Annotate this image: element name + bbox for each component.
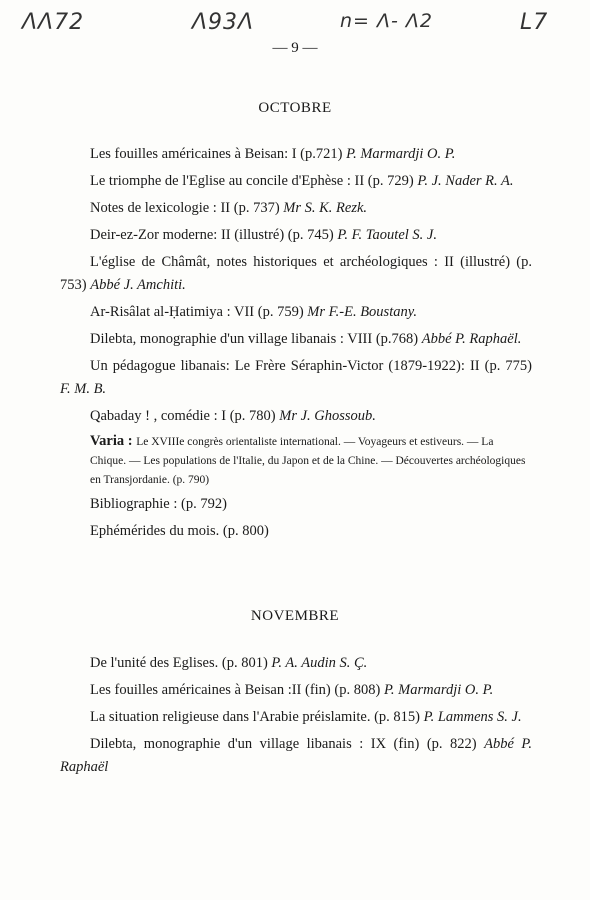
list-item [60,405,532,428]
list-item [60,143,532,166]
entry-author: P. Marmardji O. P. [346,146,456,162]
list-item [60,301,532,324]
page-number: — 9 — [272,40,318,56]
entry-title: Ephémérides du mois. (p. 800) [90,523,269,539]
list-item [60,170,532,193]
list-item [60,224,532,247]
entry-title: Notes de lexicologie : II (p. 737) [90,200,280,216]
handwritten-annotation: n= Λ- Λ2 [340,10,433,32]
list-item [60,733,532,779]
entry-title: Un pédagogue libanais: Le Frère Séraphin-Victor (1879-1922): II (p. 775) [90,358,532,374]
list-item [60,520,532,543]
entry-title: La situation religieuse dans l'Arabie préislamite. (p. 815) [90,709,420,725]
entry-author: Abbé P. Raphaël [60,736,532,775]
section-heading-november: NOVEMBRE [250,608,340,624]
november-entry-list [60,652,532,783]
entry-author: P. A. Audin S. Ç. [271,655,368,671]
october-entry-list [60,143,532,547]
entry-author: Mr S. K. Rezk. [283,200,368,216]
entry-author: P. Marmardji O. P. [383,682,494,698]
entry-title: Ar-Risâlat al-Ḥatimiya : VII (p. 759) [90,304,304,320]
entry-title: L'église de Châmât, notes historiques et archéologiques : II (illustré) (p. 753) [60,254,532,293]
list-item [60,355,532,401]
list-item [60,679,532,702]
list-item [60,706,532,729]
varia-text: Le XVIIIe congrès orientaliste international. — Voyageurs et estiveurs. — La Chique. — Les populations de l'Italie, du Japon et de la Chine. — Découvertes archéologiques en Transjordanie. (p. 790) [90,436,526,486]
entry-author: P. J. Nader R. A. [417,173,514,189]
entry-author: P. Lammens S. J. [423,709,522,725]
entry-title: Dilebta, monographie d'un village libanais : IX (fin) (p. 822) [90,736,477,752]
entry-author: Abbé P. Raphaël. [421,331,522,347]
list-item [60,493,532,516]
entry-title: Les fouilles américaines à Beisan :II (fin) (p. 808) [90,682,381,698]
section-heading-october: OCTOBRE [258,100,332,116]
entry-title: Deir-ez-Zor moderne: II (illustré) (p. 745) [90,227,334,243]
entry-author: Abbé J. Amchiti. [90,277,186,293]
entry-title: Dilebta, monographie d'un village libanais : VIII (p.768) [90,331,419,347]
list-item [60,251,532,297]
list-item [60,197,532,220]
entry-title: Bibliographie : (p. 792) [90,496,227,512]
handwritten-annotation: L7 [520,10,549,35]
entry-title: Qabaday ! , comédie : I (p. 780) [90,408,276,424]
list-item [60,652,532,675]
varia-block [90,432,532,489]
entry-title: Les fouilles américaines à Beisan: I (p.721) [90,146,343,162]
entry-author: P. F. Taoutel S. J. [337,227,437,243]
entry-author: Mr J. Ghossoub. [279,408,376,424]
varia-label: Varia : [90,433,133,449]
handwritten-annotation: Λ93Λ [192,10,255,35]
entry-author: Mr F.-E. Boustany. [307,304,417,320]
handwritten-annotation: ΛΛ72 [22,10,85,35]
entry-title: Le triomphe de l'Eglise au concile d'Ephèse : II (p. 729) [90,173,414,189]
list-item [60,328,532,351]
entry-author: F. M. B. [60,381,107,397]
entry-title: De l'unité des Eglises. (p. 801) [90,655,268,671]
